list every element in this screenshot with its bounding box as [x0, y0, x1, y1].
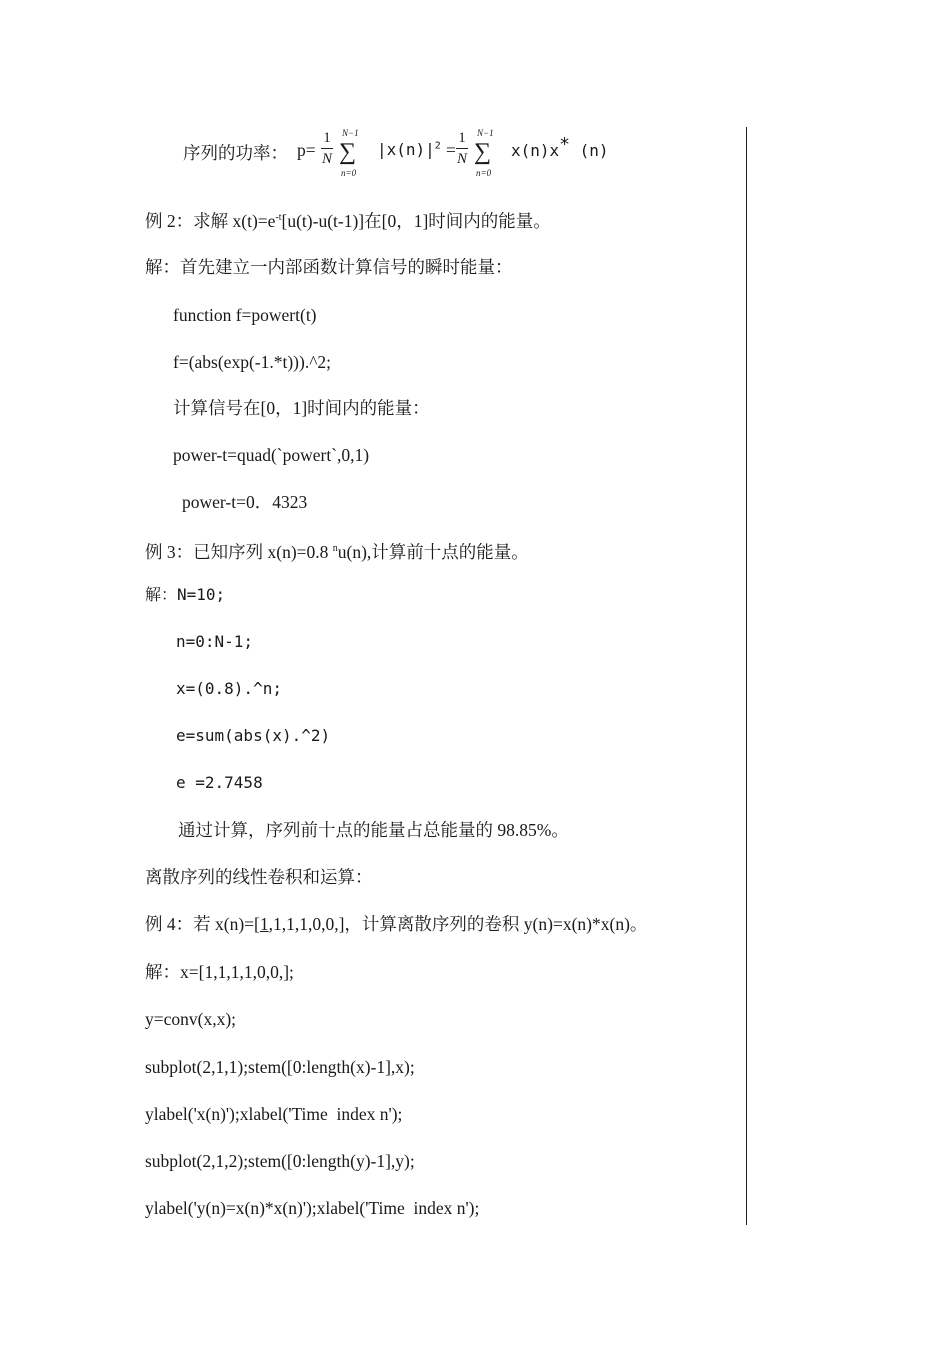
code-function-def: function f=powert(t): [173, 305, 317, 325]
text-energy-ratio: 通过计算，序列前十点的能量占总能量的 98.85%。: [178, 820, 569, 840]
formula-label: 序列的功率：: [183, 143, 288, 163]
text-compute-energy: 计算信号在[0，1]时间内的能量：: [173, 398, 430, 418]
example-3-statement: 例 3：已知序列 x(n)=0.8 $^n$u(n),计算前十点的能量。: [145, 541, 529, 562]
sum-lower-2: n=0: [476, 168, 492, 178]
code-labels-2: ylabel('y(n)=x(n)*x(n)');xlabel('Time index n');: [145, 1198, 480, 1218]
code-energy-result: e =2.7458: [176, 773, 263, 792]
sum-upper-2: N−1: [477, 128, 494, 138]
formula-eq: =: [446, 140, 456, 160]
solution-2-intro: 解：首先建立一内部函数计算信号的瞬时能量：: [145, 257, 513, 277]
sigma-2: ∑: [474, 139, 492, 165]
formula-p: p=: [297, 140, 316, 160]
example-4-statement: 例 4：若 x(n)=[1,1,1,1,0,0,]，计算离散序列的卷积 y(n)=x(n)*x(n)。: [145, 914, 648, 934]
example-2-statement: 例 2：求解 $x(t)=e^{-t}[u(t)-u(t-1)]$在[0，1]时间内的能量。: [145, 210, 551, 231]
code-n-range: n=0:N-1;: [176, 632, 254, 651]
sum-lower-1: n=0: [341, 168, 357, 178]
sigma-1: ∑: [339, 139, 357, 165]
code-power-expr: f=(abs(exp(-1.*t))).^2;: [173, 352, 332, 372]
sum-upper-1: N−1: [342, 128, 359, 138]
formula-term1: $|x(n)|^2$: [377, 140, 441, 159]
formula-term2: x(n)x* (n): [511, 134, 609, 160]
code-subplot-2: subplot(2,1,2);stem([0:length(y)-1],y);: [145, 1151, 415, 1171]
code-labels-1: ylabel('x(n)');xlabel('Time index n');: [145, 1104, 403, 1124]
section-heading-convolution: 离散序列的线性卷积和运算：: [145, 867, 373, 887]
code-quad-result: power-t=0．4323: [182, 492, 308, 512]
solution-4-x: 解：x=[1,1,1,1,0,0,];: [145, 962, 294, 982]
formula-fraction-1: 1 N: [321, 130, 332, 167]
code-conv: y=conv(x,x);: [145, 1009, 237, 1029]
code-subplot-1: subplot(2,1,1);stem([0:length(x)-1],x);: [145, 1057, 415, 1077]
formula-fraction-2: 1 N: [456, 130, 467, 167]
code-x-seq: x=(0.8).^n;: [176, 679, 282, 698]
code-energy-sum: e=sum(abs(x).^2): [176, 726, 331, 745]
right-margin-rule: [746, 127, 747, 1225]
solution-3-N: 解：N=10;: [145, 585, 226, 604]
code-quad-call: power-t=quad(`powert`,0,1): [173, 445, 370, 465]
